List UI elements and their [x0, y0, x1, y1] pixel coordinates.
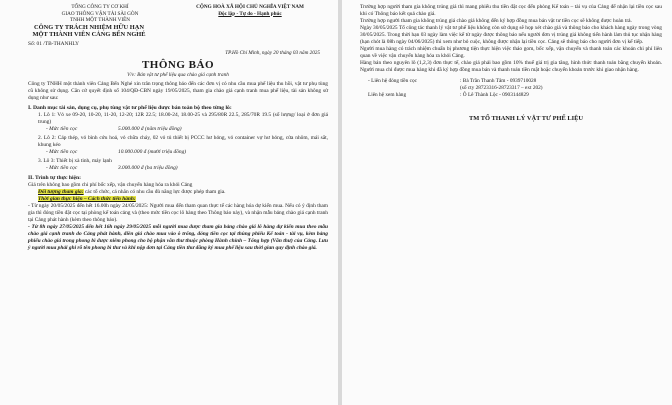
- review-paragraph: Ngày 30/05/2025 Tổ công tác thanh lý vật tư phế liệu không còn sử dụng sẽ họp xét chào giá và thông báo cho khách hàng ngày trong vòng 30/05/2025. Trong thời hạn 03 ngày làm việc kể từ ngày được thông báo nếu người đơn vị trúng giá không tiến hành làm thủ tục nhận hàng (hạn chót là 08h ngày 04/06/2025) thì xem như bỏ cuộc, không được nhận lại tiền cọc. Cảng sẽ thông báo cho người đơn vị kế tiếp.: [360, 25, 662, 45]
- document-page-2: [342, 0, 672, 405]
- deposit-amount: 5.000.000 đ (năm triệu đồng): [118, 126, 182, 132]
- document-number: Số: 01 /TB-THANHLY: [28, 40, 79, 47]
- refund-paragraph: Trường hợp người tham gia không trúng giá thì mang phiếu thu tiền đặt cọc đến phòng Kế toán – tài vụ của Cảng để nhận lại tiền cọc sau khi có Thông báo kết quả chào giá.: [360, 4, 662, 17]
- deposit-amount: 10.000.000 đ (mười triệu đồng): [118, 149, 187, 155]
- deposit-label: - Mức tiền cọc: [46, 149, 78, 155]
- contact-deposit-label: - Liên hệ đóng tiền cọc: [368, 78, 417, 84]
- deposit-label: - Mức tiền cọc: [46, 126, 78, 132]
- lot-3-text: 3. Lô 3: Thiết bị xà tinh, máy lạnh: [38, 158, 112, 164]
- document-title: THÔNG BÁO: [141, 58, 215, 71]
- company-name-line-2: MỘT THÀNH VIÊN CẢNG BẾN NGHÉ: [32, 31, 146, 39]
- contact-deposit-phone: (số cty 28723316-28723317 – ext 202): [460, 85, 543, 91]
- parent-org-2: GIAO THÔNG VẬN TẢI SÀI GÒN: [61, 10, 139, 17]
- parent-org-3: TNHH MỘT THÀNH VIÊN: [69, 17, 131, 24]
- contact-deposit: [360, 78, 662, 85]
- participants-text: các tổ chức, cá nhân có nhu cầu đủ năng lực được phép tham gia.: [84, 189, 226, 196]
- national-motto: Độc lập - Tự do - Hạnh phúc: [218, 10, 282, 17]
- section-2-note: Giá trên không bao gồm chi phí bốc xếp, vận chuyển hàng hóa ra khỏi Cảng: [28, 182, 193, 189]
- lot-2-deposit: [28, 149, 328, 156]
- buyer-duty-paragraph: Người mua hàng có trách nhiệm chuẩn bị phương tiện thực hiện việc tháo gom, bốc xếp, vận chuyển và thanh toán các khoản chi phí liên quan về việc vận chuyển hàng hóa ra khỏi Cảng.: [360, 46, 662, 59]
- lot-1-text: 1. Lô 1: Vỏ xe 09-20, 10-20, 11-20, 12-20; 12R 22.5; 18.00-24, 18.00-25 và 295/80R 22.5, 285/70R 19.5 (số lượng/ loại ở đơn giá trung): [38, 112, 328, 125]
- section-2-heading: II. Trình tự thực hiện:: [28, 175, 81, 181]
- nation-title: CỘNG HOÀ XÃ HỘI CHỦ NGHĨA VIỆT NAM: [196, 4, 304, 10]
- contact-viewing-label: Liên hệ xem hàng: [368, 92, 407, 98]
- timeline-step-2: - Từ 8h ngày 27/05/2025 đến hết 16h ngày 29/05/2025 mỗi người mua được tham gia bảng chào giá lô hàng dự kiến mua theo mẫu chào giá cạnh tranh do Cảng phát hành, điền giá chào mua vào ô trống, đóng tiền cọc tại thùng phiếu Kế toán - tài vụ, kèm bảng phiếu chào giá trong phong bì được niêm phong cho bộ phận văn thư thuộc phòng Hành chính – Tổng hợp (Văn thư) của Cảng. Lưu ý người mua phải ghi rõ tên phong bì thư và khi nộp đơn tại Cảng tiền thư đăng ký mua phế liệu sau thời gian quy định chào giá.: [28, 224, 328, 252]
- participants-label: Đối tượng tham gia:: [38, 189, 84, 196]
- company-name-line-1: CÔNG TY TRÁCH NHIỆM HỮU HẠN: [34, 23, 144, 31]
- lot-3-deposit: [28, 165, 328, 172]
- forfeit-paragraph: Trường hợp người tham gia không trúng giá chào giá không đến ký hợp đồng mua bán vật tư tiền cọc sẽ không được hoàn trả.: [360, 18, 632, 24]
- deposit-label: - Mức tiền cọc: [46, 165, 78, 171]
- document-header: [28, 4, 328, 24]
- sale-terms-paragraph: Hàng bán theo nguyên lô (1,2,3) đơn thực tế, chào giá phải bao gồm 10% thuế giá trị gia tăng, hình thức thanh toán bằng chuyển khoản. Người mua chỉ được mua hàng khi đã ký hợp đồng mua bán và thanh toán tiền mặt hoặc chuyển khoản trước khi giao nhận hàng.: [360, 60, 662, 73]
- section-1-heading: I. Danh mục tài sản, dụng cụ, phụ tùng vật tư phế liệu được bán toàn bộ theo từng lô:: [28, 104, 232, 111]
- lot-1-deposit: [28, 126, 328, 133]
- signature-block-title: TM TỔ THANH LÝ VẬT TƯ PHẾ LIỆU: [468, 115, 584, 122]
- timeline-step-1: - Từ ngày 20/05/2025 đến hết 16.00h ngày 24/05/2025: Người mua đến tham quan thực tế các hàng hóa dự kiến mua. Nếu có ý định tham gia thì đóng tiền đặt cọc tại phòng kế toán cảng và (theo mức tiền cọc lô hàng theo Thông báo này), và nhận mẫu bảng chào giá cạnh tranh tại Cảng phát hành (kèm theo thông báo).: [28, 203, 328, 224]
- header-right: [172, 4, 328, 24]
- contact-viewing: [360, 92, 662, 99]
- deposit-amount: 3.000.000 đ (ba triệu đồng): [118, 165, 178, 171]
- timeline-label: Thời gian thực hiện – Cách thức tiến hành:: [38, 196, 136, 203]
- lot-2-text: 2. Lô 2: Cáp thép, vỏ bình cứu hoả, vỏ chữa cháy, 02 vỏ tủ thiết bị PCCC hư hỏng, vỏ container vợ hư hỏng, cửa nhôm, mái sắt, khung kéo: [38, 135, 328, 148]
- intro-paragraph: Công ty TNHH một thành viên Cảng Bến Nghé xin trân trọng thông báo đến các đơn vị có nhu cầu mua phế liệu thu hồi, vật tư phụ tùng cũ không sử dụng. Căn cứ quyết định số 104/QĐ-CBN ngày 19/05/2025, tham gia chào giá cạnh tranh mua phế liệu, tài sản không sử dụng như sau:: [28, 80, 328, 101]
- contact-viewing-value: : Ô Lê Thành Lộc - 0903144829: [460, 92, 529, 98]
- header-left: [28, 4, 172, 24]
- document-subject: V/v: Bán vật tư phế liệu qua chào giá cạnh tranh: [127, 71, 229, 78]
- contact-deposit-ext: [360, 85, 662, 92]
- contact-deposit-value: : Bà Trần Thanh Tâm - 0939710028: [460, 78, 537, 84]
- document-date: TP.Hồ Chí Minh, ngày 20 tháng 03 năm 2025: [225, 49, 320, 56]
- parent-org: TỔNG CÔNG TY CƠ KHÍ: [71, 4, 129, 10]
